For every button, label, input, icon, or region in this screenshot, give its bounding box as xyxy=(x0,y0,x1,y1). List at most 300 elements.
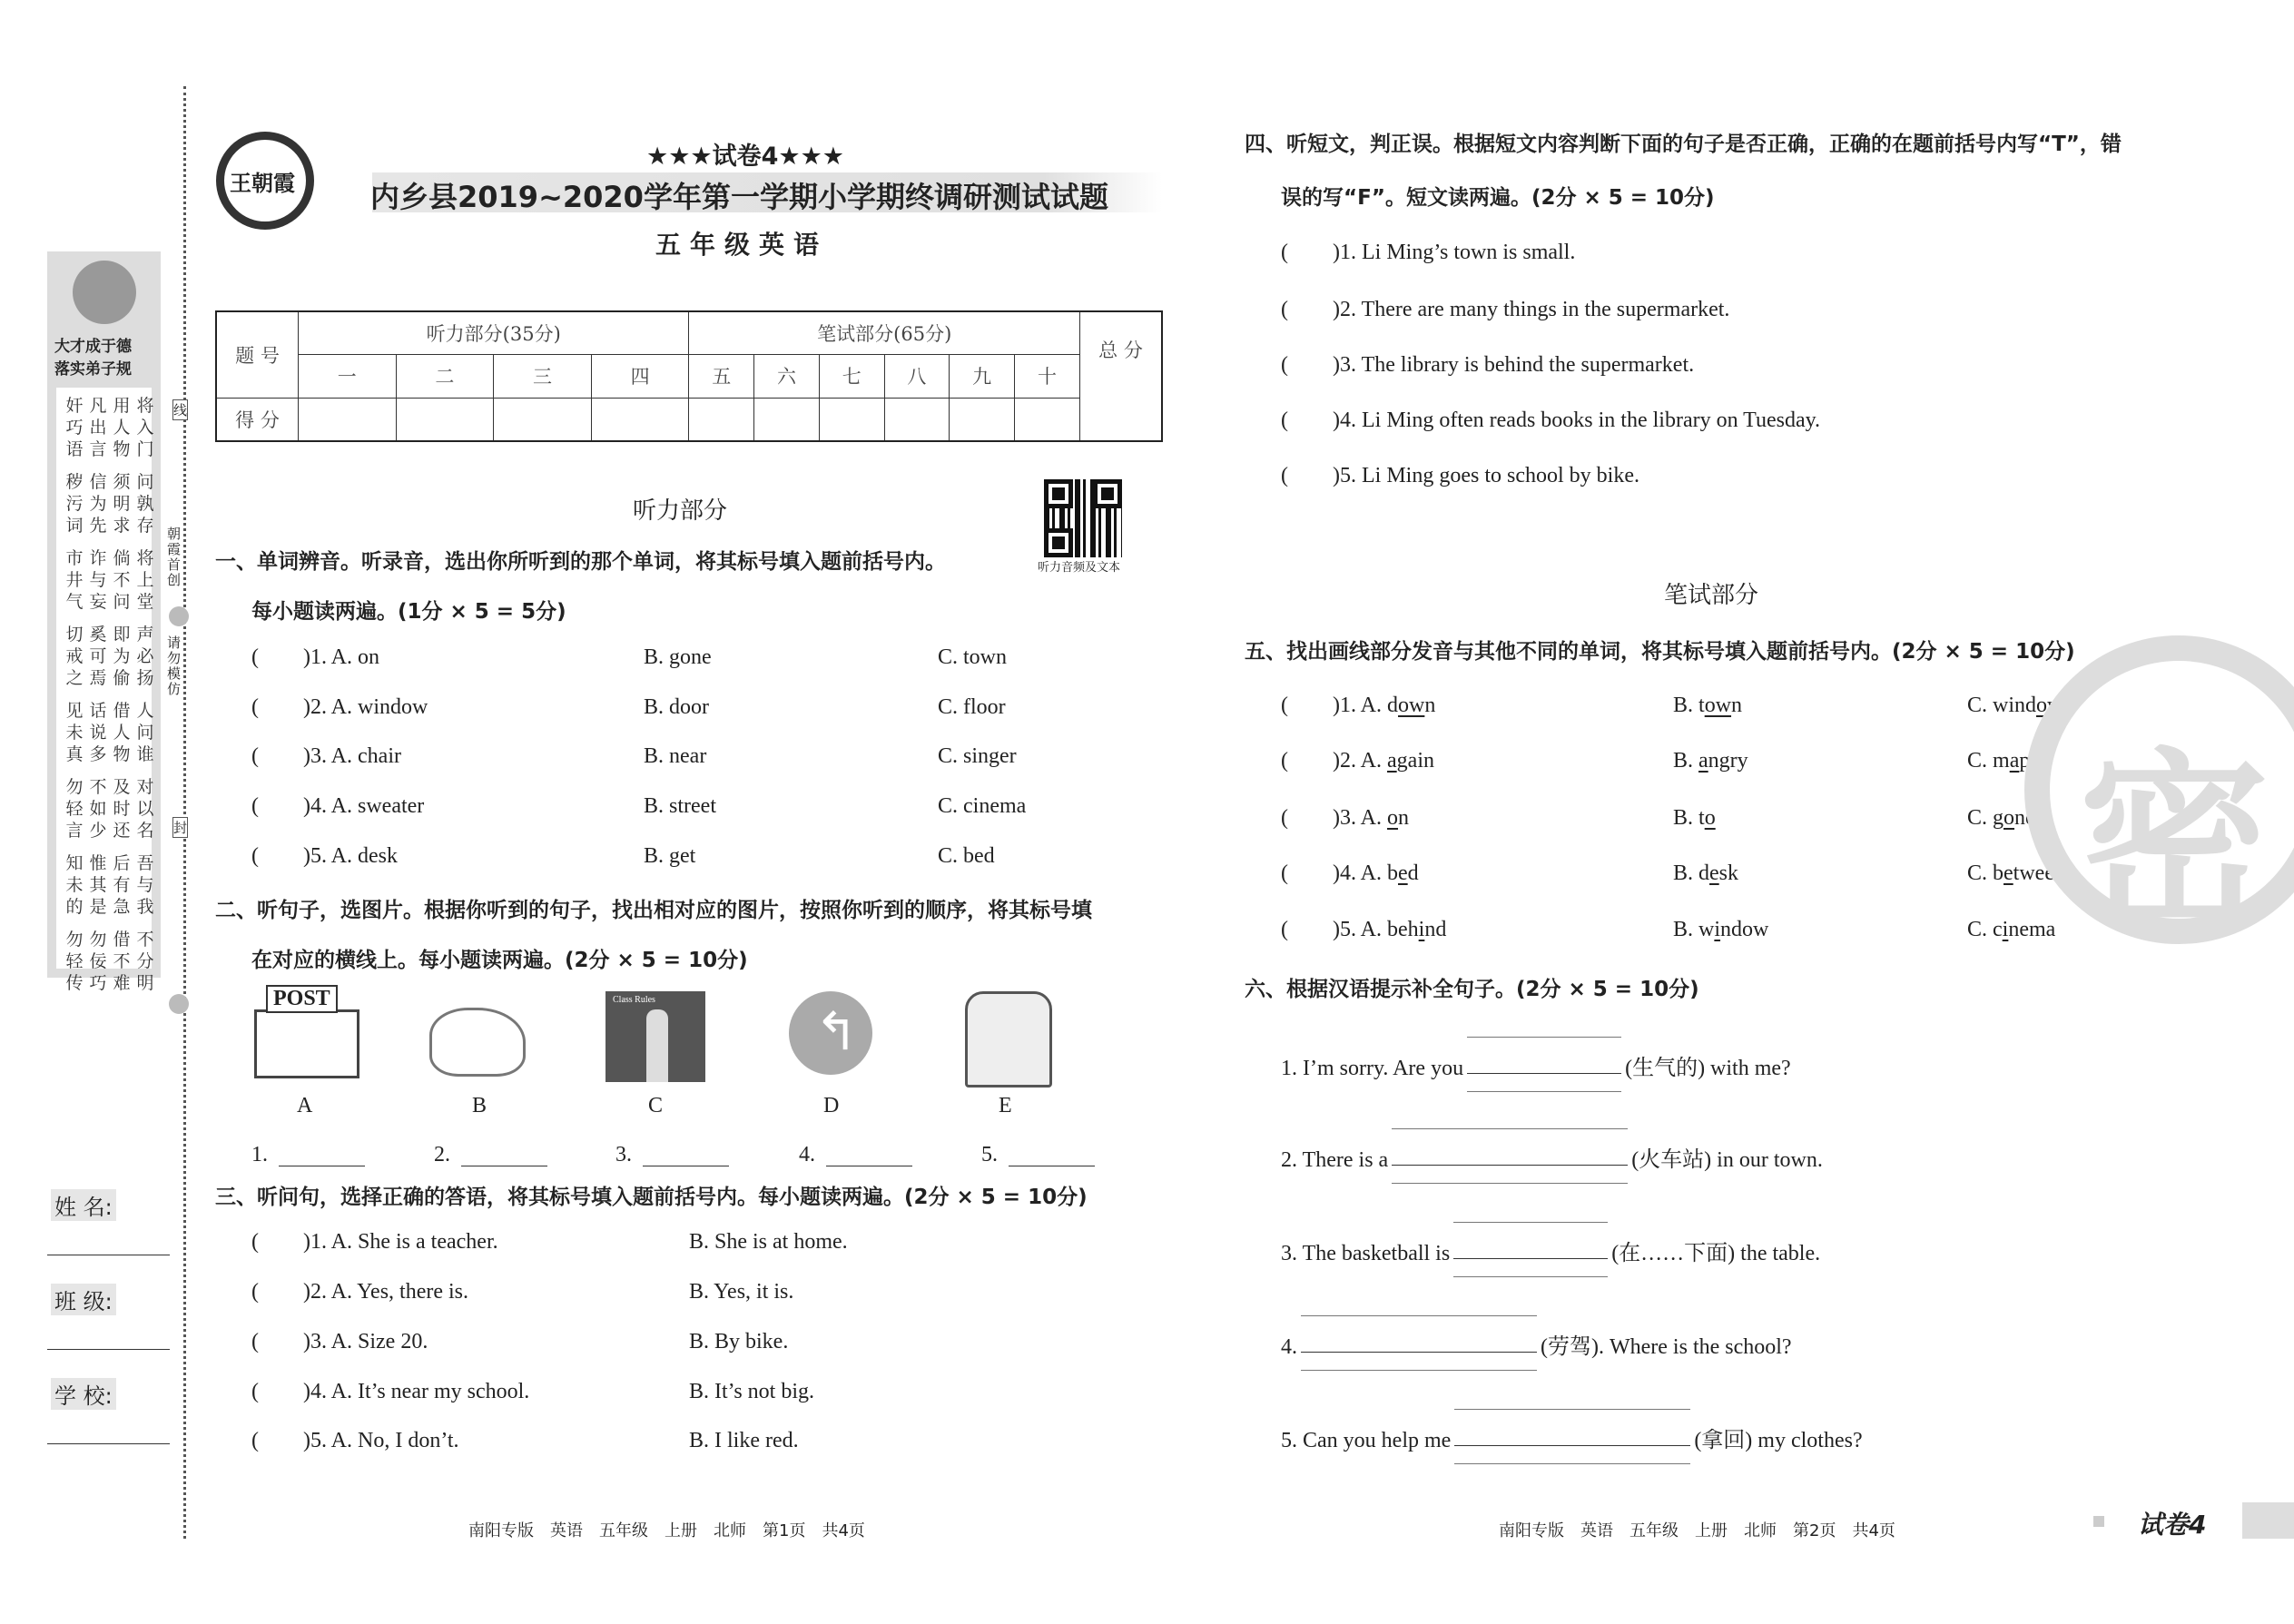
fill-blank[interactable] xyxy=(1392,1145,1628,1166)
underlined-letters: ow xyxy=(1704,694,1732,717)
margin-mark-nocopy: 请勿模仿 xyxy=(167,635,183,697)
word-option xyxy=(1340,918,1446,942)
section-heading: 五、找出画线部分发音与其他不同的单词，将其标号填入题前括号内。(2分 × 5 = 10分) xyxy=(1245,640,2075,664)
option-prefix: 4. A. xyxy=(1340,861,1388,885)
section-number: 六 xyxy=(754,355,820,398)
tab-mark xyxy=(2093,1516,2104,1527)
poem-char: 门 xyxy=(136,439,154,459)
sentence-end: (在……下面) the table. xyxy=(1611,1242,1821,1265)
option-prefix: 3. A. xyxy=(1340,806,1388,830)
poem-char: 轻 xyxy=(65,799,84,819)
poem-char: 真 xyxy=(65,744,84,764)
option-b: B. Yes, it is. xyxy=(689,1280,794,1304)
poem-char: 市 xyxy=(65,548,84,568)
poem-char: 时 xyxy=(113,799,131,819)
writing-title: 笔试部分 xyxy=(1664,582,1759,609)
section-number: 一 xyxy=(299,355,397,398)
poem-char: 吾 xyxy=(136,853,154,873)
underlined-letters: e xyxy=(1709,861,1719,885)
underlined-letters: a xyxy=(2009,749,2020,773)
option-a: 1. A. on xyxy=(310,645,380,669)
option-a: 2. A. window xyxy=(310,695,428,719)
option-prefix: B. xyxy=(1673,861,1699,885)
answer-bracket-close: ) xyxy=(303,1429,310,1452)
picture-label: C xyxy=(648,1094,664,1117)
underlined-letters: o xyxy=(1704,806,1716,830)
score-cell[interactable] xyxy=(299,398,397,441)
paper-number: ★★★试卷4★★★ xyxy=(646,143,845,171)
poem-char: 佞 xyxy=(89,951,107,971)
poem-char: 后 xyxy=(113,853,131,873)
poem-char: 我 xyxy=(136,897,154,917)
word-part: ndow xyxy=(1720,918,1769,941)
sentence-start: 3. The basketball is xyxy=(1281,1242,1451,1265)
answer-number: 5. xyxy=(981,1143,998,1166)
answer-bracket-close: ) xyxy=(303,844,310,868)
listening-title: 听力部分 xyxy=(633,497,728,525)
answer-bracket-close: ) xyxy=(1333,861,1340,885)
word-part: c xyxy=(1993,918,2003,941)
score-cell[interactable] xyxy=(1014,398,1079,441)
poem-char: 扬 xyxy=(136,668,154,688)
footer-right: 南阳专版 英语 五年级 上册 北师 第2页 共4页 xyxy=(1499,1521,1895,1540)
word-option xyxy=(1967,918,2055,942)
option-b: B. gone xyxy=(644,645,712,669)
score-cell[interactable] xyxy=(494,398,592,441)
answer-bracket[interactable]: ( ) xyxy=(1281,918,1340,941)
poem-char: 名 xyxy=(136,821,154,841)
answer-bracket[interactable]: ( ) xyxy=(1281,694,1340,717)
poem-char: 是 xyxy=(89,897,107,917)
option-prefix: 2. A. xyxy=(1340,749,1388,773)
fill-sentence xyxy=(1281,1049,1791,1081)
poem-char: 人 xyxy=(113,723,131,743)
score-cell[interactable] xyxy=(884,398,950,441)
poem-char: 即 xyxy=(113,625,131,645)
picture-label: E xyxy=(999,1094,1012,1117)
option-b: B. She is at home. xyxy=(689,1230,848,1254)
section-instructions: 每小题读两遍。(1分 × 5 = 5分) xyxy=(251,600,566,624)
section-heading: 三、听问句，选择正确的答语，将其标号填入题前括号内。每小题读两遍。(2分 × 5 = 10分) xyxy=(215,1186,1088,1209)
underlined-letters: o xyxy=(1387,806,1399,830)
word-part: d xyxy=(1387,694,1399,717)
option-a: 1. A. She is a teacher. xyxy=(310,1230,498,1254)
underlined-letters: a xyxy=(1387,749,1397,773)
poem-char: 孰 xyxy=(136,494,154,514)
option-c: C. bed xyxy=(938,844,995,868)
fill-blank[interactable] xyxy=(1467,1053,1621,1075)
word-part: gain xyxy=(1396,749,1434,773)
section-number: 十 xyxy=(1014,355,1079,398)
poem-char: 未 xyxy=(65,723,84,743)
poem-char: 戒 xyxy=(65,646,84,666)
answer-bracket-close: ) xyxy=(303,1280,310,1304)
paper-tab: 试卷4 xyxy=(2138,1510,2207,1540)
poem-char: 奚 xyxy=(89,625,107,645)
answer-bracket[interactable]: ( ) xyxy=(1281,241,1340,264)
poem-char: 倘 xyxy=(113,548,131,568)
poem-char: 言 xyxy=(65,821,84,841)
sidebar-motto-panel xyxy=(47,251,161,993)
answer-bracket-close: ) xyxy=(303,695,310,719)
option-prefix: 1. A. xyxy=(1340,694,1388,717)
answer-number: 3. xyxy=(615,1143,632,1166)
word-part: m xyxy=(1993,749,2010,773)
answer-bracket[interactable]: ( ) xyxy=(1281,749,1340,773)
field-label: 班 级: xyxy=(51,1284,116,1315)
word-part: t xyxy=(1698,806,1705,830)
brand-logo: 王朝霞 xyxy=(216,132,314,230)
footer-left: 南阳专版 英语 五年级 上册 北师 第1页 共4页 xyxy=(468,1521,865,1540)
underlined-letters: a xyxy=(1698,749,1708,773)
answer-bracket[interactable]: ( ) xyxy=(251,1280,310,1304)
fill-blank[interactable] xyxy=(1454,1425,1690,1447)
poem-char: 其 xyxy=(89,875,107,895)
poem-char: 切 xyxy=(65,625,84,645)
poem-char: 上 xyxy=(136,570,154,590)
score-table xyxy=(215,310,1163,442)
poem-char: 物 xyxy=(113,439,131,459)
option-b: B. near xyxy=(644,744,707,768)
underlined-letters: ow xyxy=(1398,694,1425,717)
blank-line xyxy=(1454,1445,1690,1446)
poem-char: 轻 xyxy=(65,951,84,971)
option-b: B. street xyxy=(644,794,716,818)
cartoon-boy-icon xyxy=(73,261,136,324)
poem-char: 巧 xyxy=(89,973,107,993)
statement: 3. The library is behind the supermarket. xyxy=(1340,353,1695,377)
section-number: 三 xyxy=(494,355,592,398)
post-sign: POST xyxy=(266,985,338,1013)
word-part: sk xyxy=(1718,861,1739,885)
turn-left-arrow-icon: ↰ xyxy=(814,1000,859,1062)
cut-line xyxy=(183,86,186,1539)
option-a: 2. A. Yes, there is. xyxy=(310,1280,469,1304)
option-prefix: 5. A. xyxy=(1340,918,1388,941)
poem-char: 奸 xyxy=(65,396,84,416)
option-prefix: C. xyxy=(1967,918,1994,941)
poem-char: 物 xyxy=(113,744,131,764)
word-option xyxy=(1340,749,1434,773)
teacher-picture xyxy=(605,991,705,1082)
score-cell[interactable] xyxy=(819,398,884,441)
section-number: 七 xyxy=(819,355,884,398)
answer-bracket[interactable]: ( ) xyxy=(251,1429,310,1452)
fill-sentence xyxy=(1281,1422,1863,1453)
poem-char: 与 xyxy=(89,570,107,590)
answer-bracket-close: ) xyxy=(1333,694,1340,717)
poem-char: 出 xyxy=(89,418,107,438)
exam-title: 内乡县2019~2020学年第一学期小学期终调研测试试题 xyxy=(370,180,1108,214)
answer-bracket[interactable]: ( ) xyxy=(1281,298,1340,321)
poem-char: 之 xyxy=(65,668,84,688)
option-prefix: B. xyxy=(1673,694,1699,717)
poem-char: 语 xyxy=(65,439,84,459)
poem-char: 堂 xyxy=(136,592,154,612)
answer-number: 2. xyxy=(434,1143,450,1166)
poem-char: 污 xyxy=(65,494,84,514)
exam-subject: 五年级英语 xyxy=(655,230,829,260)
section-instructions: 在对应的横线上。每小题读两遍。(2分 × 5 = 10分) xyxy=(251,949,748,972)
poem-char: 秽 xyxy=(65,472,84,492)
score-label: 得 分 xyxy=(216,398,299,441)
poem-char: 不 xyxy=(113,570,131,590)
poem-char: 知 xyxy=(65,853,84,873)
answer-bracket[interactable]: ( ) xyxy=(251,844,310,868)
word-option xyxy=(1673,806,1716,831)
motto-line: 落实弟子规 xyxy=(54,360,132,379)
sentence-end: (劳驾). Where is the school? xyxy=(1541,1335,1792,1359)
board-text: Class Rules xyxy=(613,995,655,1005)
poem-char: 以 xyxy=(136,799,154,819)
word-part: ngry xyxy=(1708,749,1748,773)
section-number: 八 xyxy=(884,355,950,398)
sentence-end: (火车站) in our town. xyxy=(1631,1148,1823,1172)
option-c: C. floor xyxy=(938,695,1006,719)
picture-label: A xyxy=(297,1094,313,1117)
blank-line xyxy=(1392,1165,1628,1166)
answer-bracket[interactable]: ( ) xyxy=(1281,464,1340,487)
poem-char: 诈 xyxy=(89,548,107,568)
poem-char: 信 xyxy=(89,472,107,492)
section-number: 九 xyxy=(950,355,1015,398)
poem-char: 必 xyxy=(136,646,154,666)
listening-header: 听力部分(35分) xyxy=(299,311,689,355)
poem-char: 借 xyxy=(113,701,131,721)
word-option xyxy=(1673,749,1748,773)
question-number-label: 题 号 xyxy=(216,311,299,398)
option-a: 5. A. desk xyxy=(310,844,398,868)
margin-mark-line: 线 xyxy=(172,399,188,420)
section-number: 五 xyxy=(689,355,754,398)
secret-watermark-char: 密 xyxy=(2079,732,2270,954)
margin-mark-original: 朝霞首创 xyxy=(167,527,183,588)
word-part: ne xyxy=(2014,806,2035,830)
blank-line xyxy=(1453,1258,1608,1259)
poem-char: 求 xyxy=(113,516,131,536)
option-prefix: B. xyxy=(1673,749,1699,773)
poem-char: 传 xyxy=(65,973,84,993)
poem-char: 明 xyxy=(136,973,154,993)
margin-mark-seal: 封 xyxy=(172,817,188,838)
picture-label: D xyxy=(823,1094,840,1117)
section-heading: 一、单词辨音。听录音，选出你所听到的那个单词，将其标号填入题前括号内。 xyxy=(215,550,946,574)
shirt-picture xyxy=(965,991,1052,1088)
score-cell[interactable] xyxy=(396,398,494,441)
answer-bracket-close: ) xyxy=(1333,806,1340,830)
poem-char: 将 xyxy=(136,548,154,568)
word-part: beh xyxy=(1387,918,1419,941)
answer-bracket-close: ) xyxy=(1333,241,1340,264)
poem-char: 词 xyxy=(65,516,84,536)
score-cell[interactable] xyxy=(754,398,820,441)
section-heading: 二、听句子，选图片。根据你听到的句子，找出相对应的图片，按照你听到的顺序，将其标号填 xyxy=(215,899,1092,922)
smile-icon xyxy=(169,994,189,1014)
poem-char: 气 xyxy=(65,592,84,612)
poem-char: 的 xyxy=(65,897,84,917)
option-c: C. singer xyxy=(938,744,1017,768)
option-b: B. It’s not big. xyxy=(689,1380,815,1403)
statement: 1. Li Ming’s town is small. xyxy=(1340,241,1576,264)
underlined-letters: i xyxy=(2002,918,2009,941)
answer-bracket[interactable]: ( ) xyxy=(251,1380,310,1403)
word-part: n xyxy=(1424,694,1436,717)
poem-char: 多 xyxy=(89,744,107,764)
poem-char: 为 xyxy=(89,494,107,514)
poem-char: 用 xyxy=(113,396,131,416)
total-score-cell[interactable]: 总 分 xyxy=(1080,311,1163,441)
statement: 4. Li Ming often reads books in the library on Tuesday. xyxy=(1340,408,1821,432)
motto-line: 大才成于德 xyxy=(54,338,132,356)
answer-bracket[interactable]: ( ) xyxy=(251,645,310,669)
answer-bracket-close: ) xyxy=(1333,298,1340,321)
score-cell[interactable] xyxy=(689,398,754,441)
section-heading: 四、听短文，判正误。根据短文内容判断下面的句子是否正确，正确的在题前括号内写“T”，错 xyxy=(1245,133,2122,156)
answer-bracket-close: ) xyxy=(1333,749,1340,773)
answer-bracket-close: ) xyxy=(303,1380,310,1403)
sentence-start: 4. xyxy=(1281,1335,1297,1359)
poem-char: 借 xyxy=(113,930,131,950)
poem-char: 须 xyxy=(113,472,131,492)
poem-char: 对 xyxy=(136,777,154,797)
word-option xyxy=(1673,694,1742,718)
score-cell[interactable] xyxy=(591,398,689,441)
word-part: nema xyxy=(2008,918,2056,941)
option-prefix: C. xyxy=(1967,806,1994,830)
statement: 5. Li Ming goes to school by bike. xyxy=(1340,464,1639,487)
sentence-start: 2. There is a xyxy=(1281,1148,1389,1172)
word-part: p xyxy=(2019,749,2031,773)
blank-line xyxy=(1301,1352,1537,1353)
answer-bracket[interactable]: ( ) xyxy=(251,794,310,818)
poem-char: 不 xyxy=(113,951,131,971)
section-number: 二 xyxy=(396,355,494,398)
answer-bracket-close: ) xyxy=(303,744,310,768)
poem-char: 说 xyxy=(89,723,107,743)
cat-picture xyxy=(429,1008,526,1077)
poem-char: 井 xyxy=(65,570,84,590)
field-input-2[interactable] xyxy=(47,1443,170,1444)
poem-char: 入 xyxy=(136,418,154,438)
statement: 2. There are many things in the supermarket. xyxy=(1340,298,1730,321)
answer-bracket[interactable]: ( ) xyxy=(251,695,310,719)
answer-bracket[interactable]: ( ) xyxy=(251,744,310,768)
answer-bracket-close: ) xyxy=(1333,353,1340,377)
option-c: C. cinema xyxy=(938,794,1027,818)
answer-bracket-close: ) xyxy=(1333,464,1340,487)
word-part: nd xyxy=(1424,918,1447,941)
sentence-start: 5. Can you help me xyxy=(1281,1429,1452,1452)
word-part: d xyxy=(1698,861,1710,885)
tab-shade xyxy=(2242,1502,2294,1539)
underlined-letters: i xyxy=(1418,918,1425,941)
word-option xyxy=(1673,918,1768,942)
word-part: n xyxy=(1398,806,1410,830)
word-part: n xyxy=(1731,694,1743,717)
option-b: B. door xyxy=(644,695,709,719)
qr-code[interactable] xyxy=(1044,479,1122,557)
dizigui-poem xyxy=(56,388,152,1005)
option-b: B. By bike. xyxy=(689,1330,789,1353)
answer-bracket[interactable]: ( ) xyxy=(251,1330,310,1353)
sentence-start: 1. I’m sorry. Are you xyxy=(1281,1057,1464,1080)
fill-sentence xyxy=(1281,1328,1792,1360)
poem-char: 不 xyxy=(136,930,154,950)
qr-caption: 听力音频及文本 xyxy=(1038,561,1121,575)
poem-char: 勿 xyxy=(65,777,84,797)
underlined-letters: e xyxy=(2004,861,2013,885)
poem-char: 凡 xyxy=(89,396,107,416)
poem-char: 言 xyxy=(89,439,107,459)
word-option xyxy=(1967,749,2030,773)
blank-line xyxy=(1467,1073,1621,1074)
section-instructions: 误的写“F”。短文读两遍。(2分 × 5 = 10分) xyxy=(1281,186,1715,210)
word-part: g xyxy=(1993,806,2004,830)
section-number: 四 xyxy=(591,355,689,398)
poem-char: 可 xyxy=(89,646,107,666)
sentence-end: (拿回) my clothes? xyxy=(1694,1429,1863,1452)
fill-blank[interactable] xyxy=(1301,1332,1537,1353)
underlined-letters: e xyxy=(1398,861,1408,885)
underlined-letters: o xyxy=(2004,806,2015,830)
option-b: B. get xyxy=(644,844,696,868)
option-prefix: C. xyxy=(1967,694,1994,717)
field-label: 学 校: xyxy=(51,1378,116,1410)
poem-char: 存 xyxy=(136,516,154,536)
word-option xyxy=(1673,861,1738,886)
option-a: 3. A. Size 20. xyxy=(310,1330,428,1353)
poem-char: 勿 xyxy=(65,930,84,950)
fill-blank[interactable] xyxy=(1453,1238,1608,1260)
poem-char: 与 xyxy=(136,875,154,895)
poem-char: 人 xyxy=(113,418,131,438)
poem-char: 话 xyxy=(89,701,107,721)
picture-label: B xyxy=(472,1094,487,1117)
poem-char: 明 xyxy=(113,494,131,514)
answer-bracket-close: ) xyxy=(303,1230,310,1254)
word-part: d xyxy=(1407,861,1419,885)
poem-char: 如 xyxy=(89,799,107,819)
answer-bracket[interactable]: ( ) xyxy=(1281,861,1340,885)
option-prefix: C. xyxy=(1967,861,1994,885)
answer-bracket[interactable]: ( ) xyxy=(1281,408,1340,432)
word-option xyxy=(1340,806,1409,831)
word-part: b xyxy=(1993,861,2004,885)
poem-char: 急 xyxy=(113,897,131,917)
poem-char: 惟 xyxy=(89,853,107,873)
poem-char: 见 xyxy=(65,701,84,721)
answer-bracket[interactable]: ( ) xyxy=(251,1230,310,1254)
score-cell[interactable] xyxy=(950,398,1015,441)
answer-bracket-close: ) xyxy=(303,1330,310,1353)
field-label: 姓 名: xyxy=(51,1189,116,1221)
poem-char: 人 xyxy=(136,701,154,721)
answer-bracket[interactable]: ( ) xyxy=(1281,353,1340,377)
option-a: 3. A. chair xyxy=(310,744,401,768)
field-input-1[interactable] xyxy=(47,1349,170,1350)
word-part: wind xyxy=(1993,694,2037,717)
poem-char: 焉 xyxy=(89,668,107,688)
poem-char: 难 xyxy=(113,973,131,993)
answer-bracket[interactable]: ( ) xyxy=(1281,806,1340,830)
option-a: 4. A. It’s near my school. xyxy=(310,1380,530,1403)
underlined-letters: ow xyxy=(2036,694,2063,717)
poem-char: 将 xyxy=(136,396,154,416)
poem-char: 勿 xyxy=(89,930,107,950)
option-c: C. town xyxy=(938,645,1008,669)
option-prefix: B. xyxy=(1673,918,1699,941)
word-option xyxy=(1340,694,1435,718)
